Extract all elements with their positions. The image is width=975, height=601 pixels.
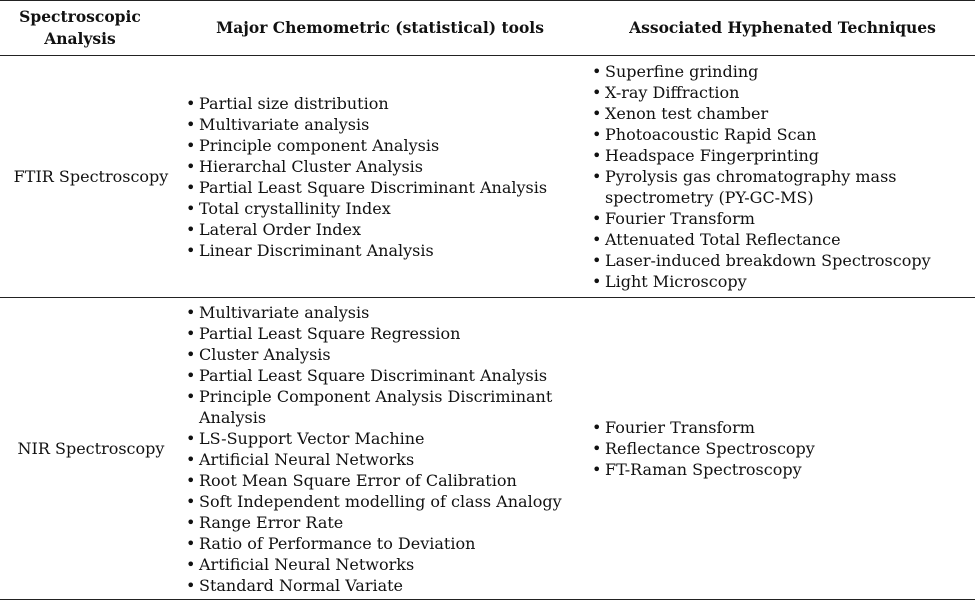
list-item: • Standard Normal Variate [186,575,562,596]
list-item: • Fourier Transform [592,417,815,438]
list-item: • Artificial Neural Networks [186,449,562,470]
list-item: • Partial size distribution [186,93,547,114]
nir-tools-cell [186,298,581,599]
list-item: • Root Mean Square Error of Calibration [186,470,562,491]
list-item: • Range Error Rate [186,512,562,533]
list-item: • Multivariate analysis [186,302,562,323]
list-item: • Partial Least Square Discriminant Analysis [186,177,547,198]
list-item: • LS-Support Vector Machine [186,428,562,449]
row-label-nir: NIR Spectroscopy [17,439,165,458]
ftir-techniques-cell [592,56,975,297]
list-item: • Multivariate analysis [186,114,547,135]
list-item: • Fourier Transform [592,208,931,229]
list-item: • Linear Discriminant Analysis [186,240,547,261]
ftir-techniques-list [592,61,931,292]
header-spectroscopic-analysis: Spectroscopic Analysis [19,6,141,48]
list-item: • Headspace Fingerprinting [592,145,931,166]
list-item: • Lateral Order Index [186,219,547,240]
list-item: • Reflectance Spectroscopy [592,438,815,459]
list-item: • Hierarchal Cluster Analysis [186,156,547,177]
nir-techniques-list [592,417,815,480]
list-item: • Principle Component Analysis Discriminant Analysis [186,386,559,428]
nir-tools-list [186,302,562,596]
table-bottom-rule [0,599,975,600]
list-item: • Attenuated Total Reflectance [592,229,931,250]
list-item: • Artificial Neural Networks [186,554,562,575]
list-item: • Partial Least Square Discriminant Analysis [186,365,562,386]
list-item: • Principle component Analysis [186,135,547,156]
ftir-tools-cell [186,56,581,297]
ftir-tools-list [186,93,547,261]
list-item: • Cluster Analysis [186,344,562,365]
list-item: • Partial Least Square Regression [186,323,562,344]
header-chemometric-tools: Major Chemometric (statistical) tools [216,17,544,37]
list-item: • Pyrolysis gas chromatography mass spectrometry (PY-GC-MS) [592,166,910,208]
list-item: • Soft Independent modelling of class Analogy [186,491,562,512]
header-hyphenated-techniques: Associated Hyphenated Techniques [629,17,936,37]
list-item: • Superfine grinding [592,61,931,82]
nir-techniques-cell [592,298,975,599]
list-item: • Total crystallinity Index [186,198,547,219]
list-item: • Xenon test chamber [592,103,931,124]
list-item: • Laser-induced breakdown Spectroscopy [592,250,931,271]
list-item: • X-ray Diffraction [592,82,931,103]
list-item: • FT-Raman Spectroscopy [592,459,815,480]
list-item: • Ratio of Performance to Deviation [186,533,562,554]
row-label-ftir: FTIR Spectroscopy [13,167,169,186]
list-item: • Photoacoustic Rapid Scan [592,124,931,145]
list-item: • Light Microscopy [592,271,931,292]
